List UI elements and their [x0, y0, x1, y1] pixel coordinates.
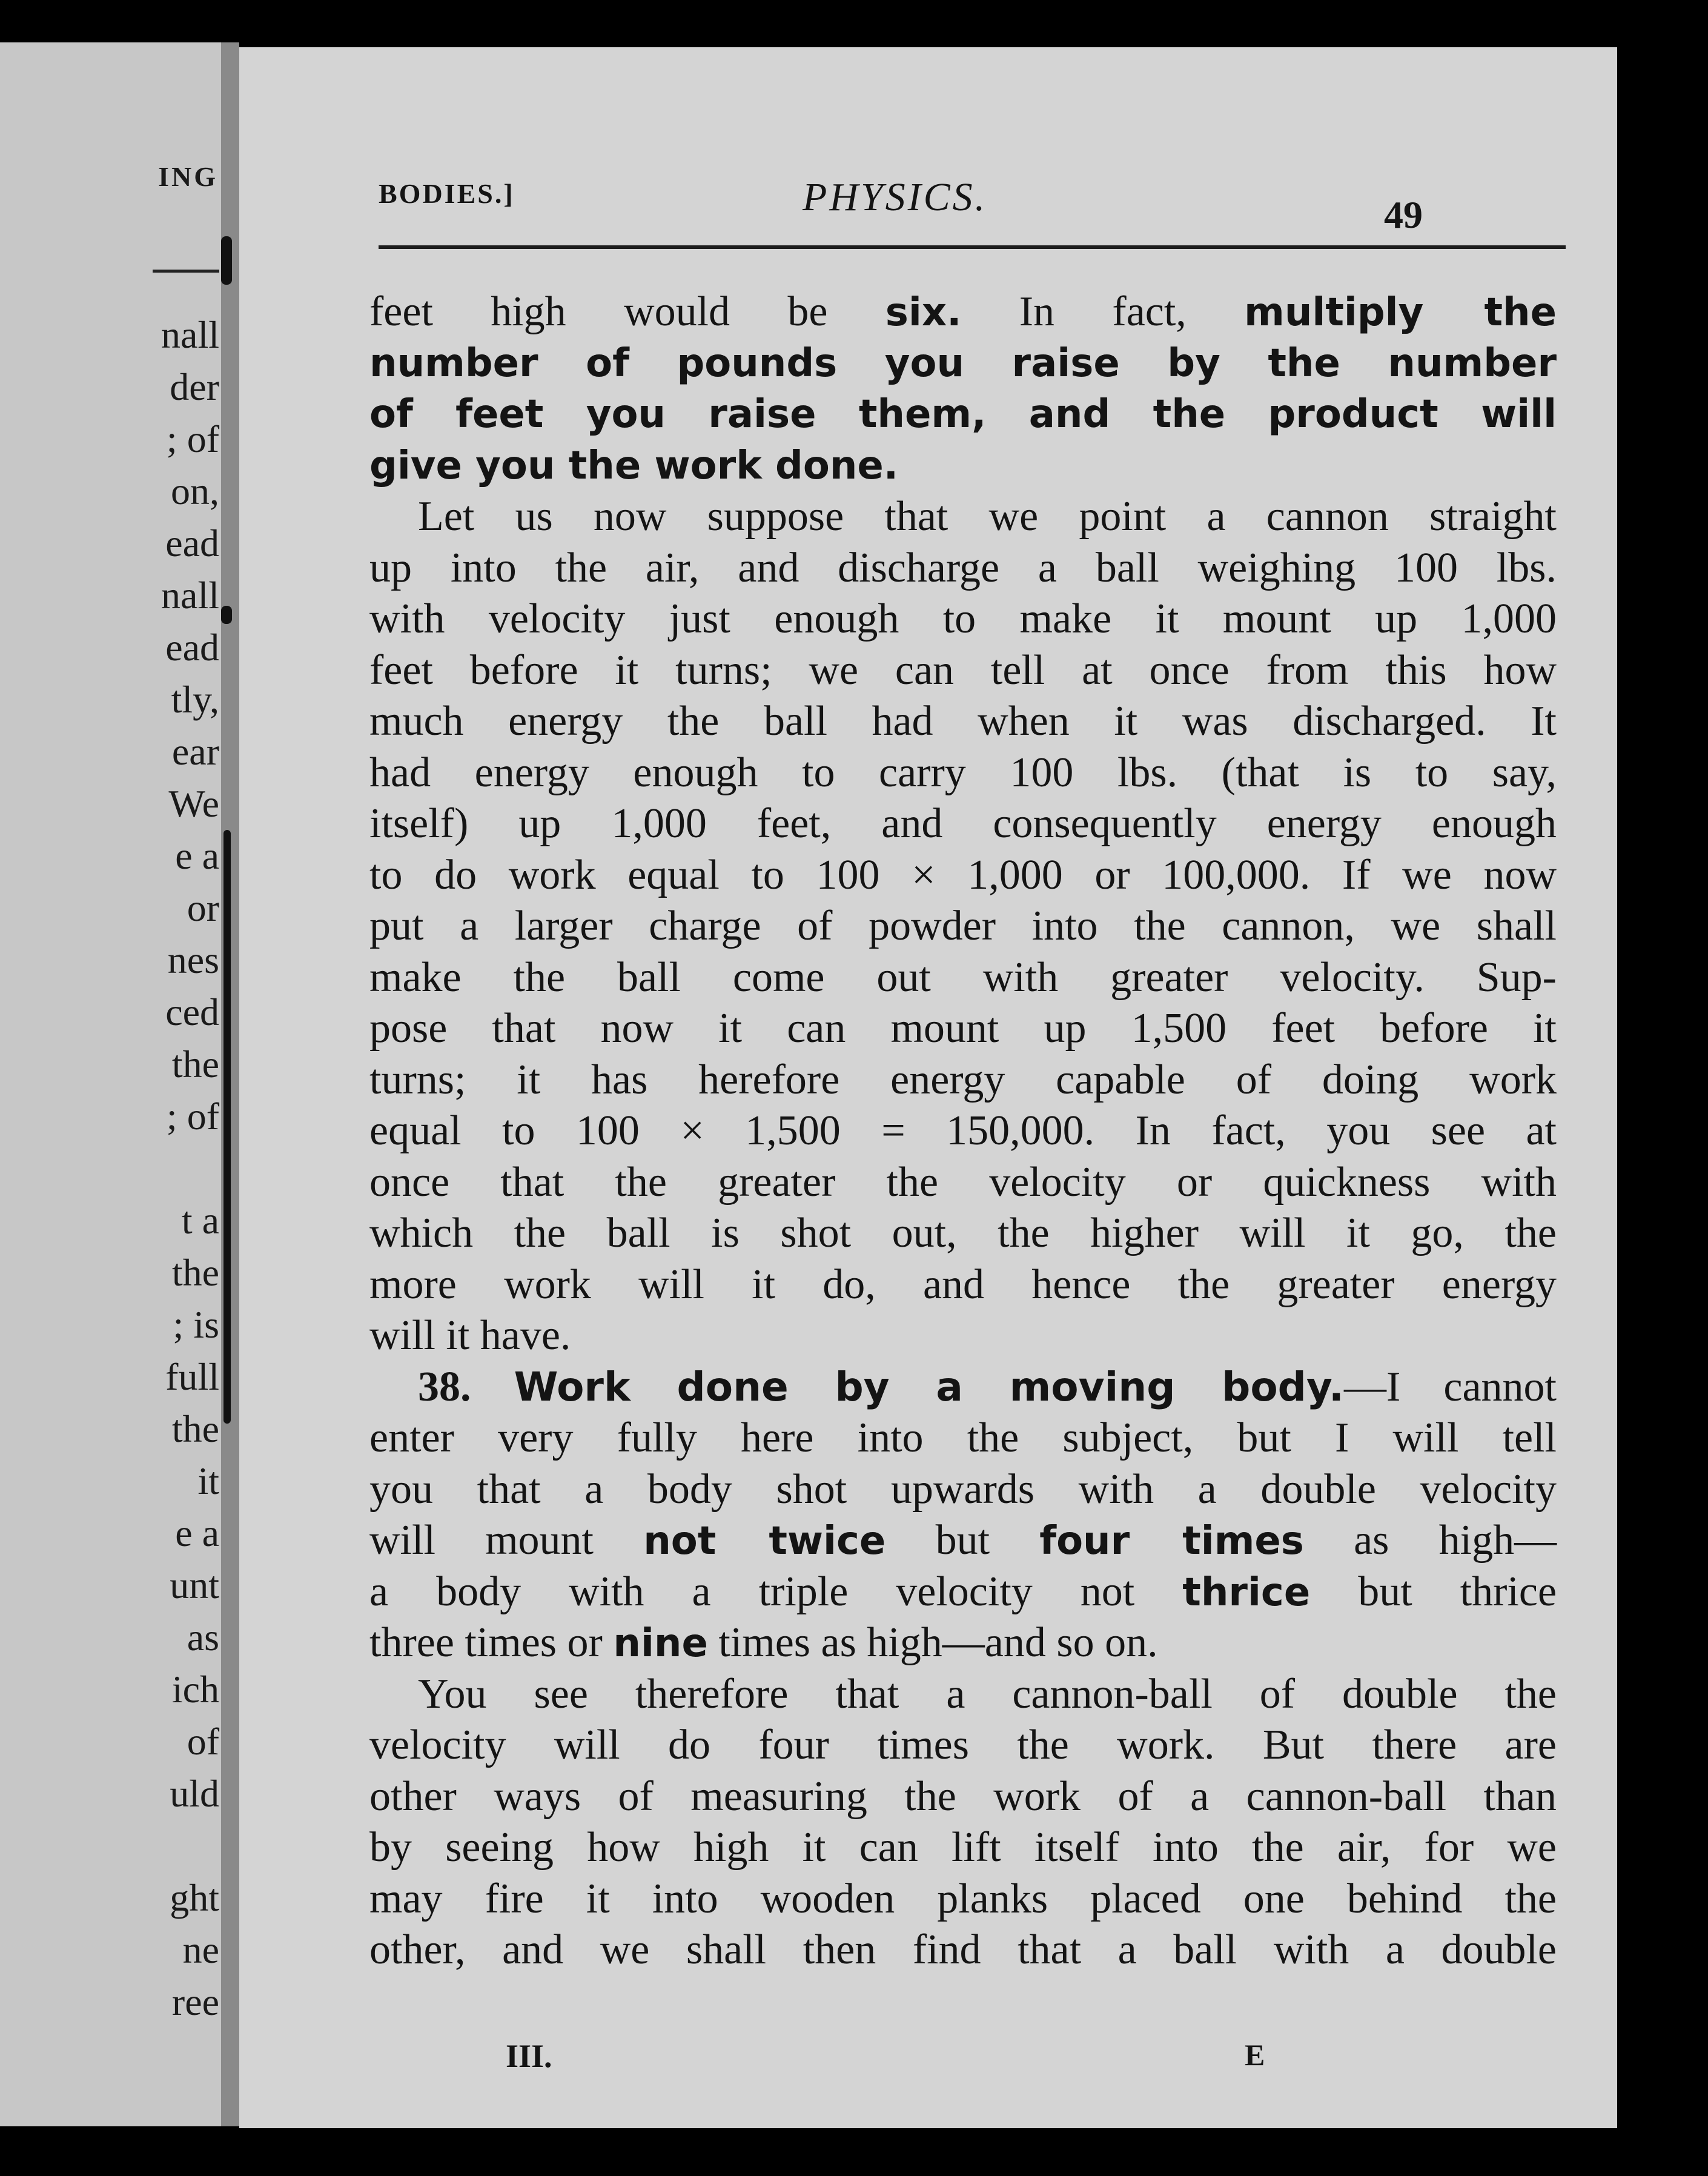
left-page-fragment: tly, — [171, 678, 219, 721]
text-line: feet before it turns; we can tell at once from this how — [369, 646, 1557, 694]
text-line: other, and we shall then find that a ball with a double — [369, 1926, 1557, 1973]
left-page-fragment: e a — [175, 1511, 219, 1554]
text-line: pose that now it can mount up 1,500 feet before it — [369, 1005, 1557, 1052]
paragraph — [369, 1413, 1557, 1515]
left-header-rule — [153, 270, 219, 273]
text-line: will it have. — [369, 1312, 571, 1359]
left-page-fragment: the — [171, 1407, 219, 1450]
left-page-fragment: the — [171, 1251, 219, 1294]
left-page-fragment: the — [171, 1043, 219, 1086]
text-line: turns; it has herefore energy capable of doing work — [369, 1056, 1557, 1103]
text-line: a body with a triple velocity not thrice but thrice — [369, 1568, 1557, 1615]
emphasis: thrice — [1182, 1570, 1311, 1615]
text-line: which the ball is shot out, the higher will it go, the — [369, 1210, 1557, 1256]
text-line: by seeing how high it can lift itself into the air, for we — [369, 1824, 1557, 1871]
text-line: number of pounds you raise by the number — [369, 340, 1557, 386]
text-line: give you the work done. — [369, 443, 899, 488]
left-page-fragment: of — [187, 1720, 219, 1763]
text-line: itself) up 1,000 feet, and consequently energy enough — [369, 800, 1557, 847]
text-line: Let us now suppose that we point a cannon straight — [418, 493, 1557, 540]
running-head-left: BODIES.] — [379, 178, 515, 209]
left-page-fragment: e a — [175, 834, 219, 877]
section-number: 38. — [418, 1363, 471, 1410]
text-line: enter very fully here into the subject, but I will tell — [369, 1415, 1557, 1461]
text-line: of feet you raise them, and the product will — [369, 392, 1557, 437]
left-page-fragment: full — [165, 1355, 219, 1398]
left-page-fragment: nall — [161, 574, 219, 617]
left-page-fragment: on, — [171, 469, 219, 512]
text-line: will mount not twice but four times as high— — [369, 1517, 1557, 1564]
emphasis: multiply the — [1244, 290, 1557, 335]
left-page-fragment: as — [187, 1616, 219, 1659]
left-page-fragment: We — [168, 782, 219, 825]
binding-mark — [221, 606, 232, 624]
text-line: other ways of measuring the work of a cannon-ball than — [369, 1773, 1557, 1820]
text-line: with velocity just enough to make it mount up 1,000 — [369, 595, 1557, 642]
header-rule — [379, 245, 1566, 249]
text-line: put a larger charge of powder into the cannon, we shall — [369, 903, 1557, 949]
text-line: you that a body shot upwards with a double velocity — [369, 1465, 1557, 1513]
text-line: may fire it into wooden planks placed one behind the — [369, 1875, 1557, 1922]
left-page-fragment: ead — [165, 626, 219, 669]
text-line: You see therefore that a cannon-ball of double the — [418, 1670, 1557, 1717]
binding-mark — [221, 236, 232, 285]
left-page-fragment: ne — [182, 1928, 219, 1971]
text-line: had energy enough to carry 100 lbs. (that is to say, — [369, 749, 1557, 796]
left-page-fragment: ; is — [173, 1303, 219, 1346]
text-line: make the ball come out with greater velocity. Sup- — [369, 954, 1557, 1001]
signature-mark: E — [1245, 2038, 1265, 2072]
left-page-fragment: nes — [167, 938, 219, 981]
left-running-head: ING — [158, 161, 218, 192]
left-page-fragment: ; of — [166, 417, 219, 460]
left-page-fragment: ree — [171, 1980, 219, 2023]
page-number: 49 — [1384, 193, 1423, 236]
paragraph — [369, 491, 1557, 1362]
text-block — [369, 287, 1557, 1976]
text-line: velocity will do four times the work. But there are — [369, 1722, 1557, 1768]
left-page-fragment: ght — [170, 1876, 219, 1919]
text-line: three times or nine times as high—and so on. — [369, 1619, 1158, 1666]
left-page-fragment: ; of — [166, 1095, 219, 1138]
section-title: Work done by a moving body. — [514, 1363, 1344, 1410]
text-line: much energy the ball had when it was discharged. It — [369, 698, 1557, 745]
binding-thread — [223, 830, 231, 1424]
left-page — [0, 42, 224, 2126]
book-page — [239, 47, 1617, 2128]
emphasis: four times — [1039, 1519, 1304, 1564]
signature-mark: III. — [506, 2038, 552, 2074]
book-gutter — [221, 42, 239, 2126]
left-page-fragment: it — [197, 1459, 219, 1502]
left-page-fragment: uld — [170, 1772, 219, 1815]
emphasis: nine — [613, 1621, 708, 1666]
emphasis: not twice — [643, 1519, 886, 1564]
left-page-fragment: t a — [181, 1199, 219, 1242]
left-page-fragment: unt — [170, 1564, 219, 1607]
emphasis: six. — [885, 290, 962, 335]
left-page-fragment: or — [187, 886, 219, 929]
text-line: equal to 100 × 1,500 = 150,000. In fact, you see at — [369, 1107, 1557, 1154]
left-page-fragment: der — [170, 365, 219, 408]
left-page-fragment: ced — [165, 990, 219, 1033]
section-heading-line: 38. Work done by a moving body.—I cannot — [418, 1363, 1557, 1410]
paragraph — [369, 1669, 1557, 1976]
left-page-fragment: ich — [171, 1668, 219, 1711]
text-line: once that the greater the velocity or quickness with — [369, 1158, 1557, 1206]
left-page-fragment: ead — [165, 522, 219, 565]
left-page-fragment: nall — [161, 313, 219, 356]
running-title: PHYSICS. — [803, 175, 988, 219]
text-line: to do work equal to 100 × 1,000 or 100,000. If we now — [369, 851, 1557, 898]
left-page-fragment: ear — [171, 730, 219, 773]
text-line: feet high would be six. In fact, multiply the — [369, 288, 1557, 335]
text-line: up into the air, and discharge a ball weighing 100 lbs. — [369, 544, 1557, 591]
text-line: more work will it do, and hence the greater energy — [369, 1261, 1557, 1308]
